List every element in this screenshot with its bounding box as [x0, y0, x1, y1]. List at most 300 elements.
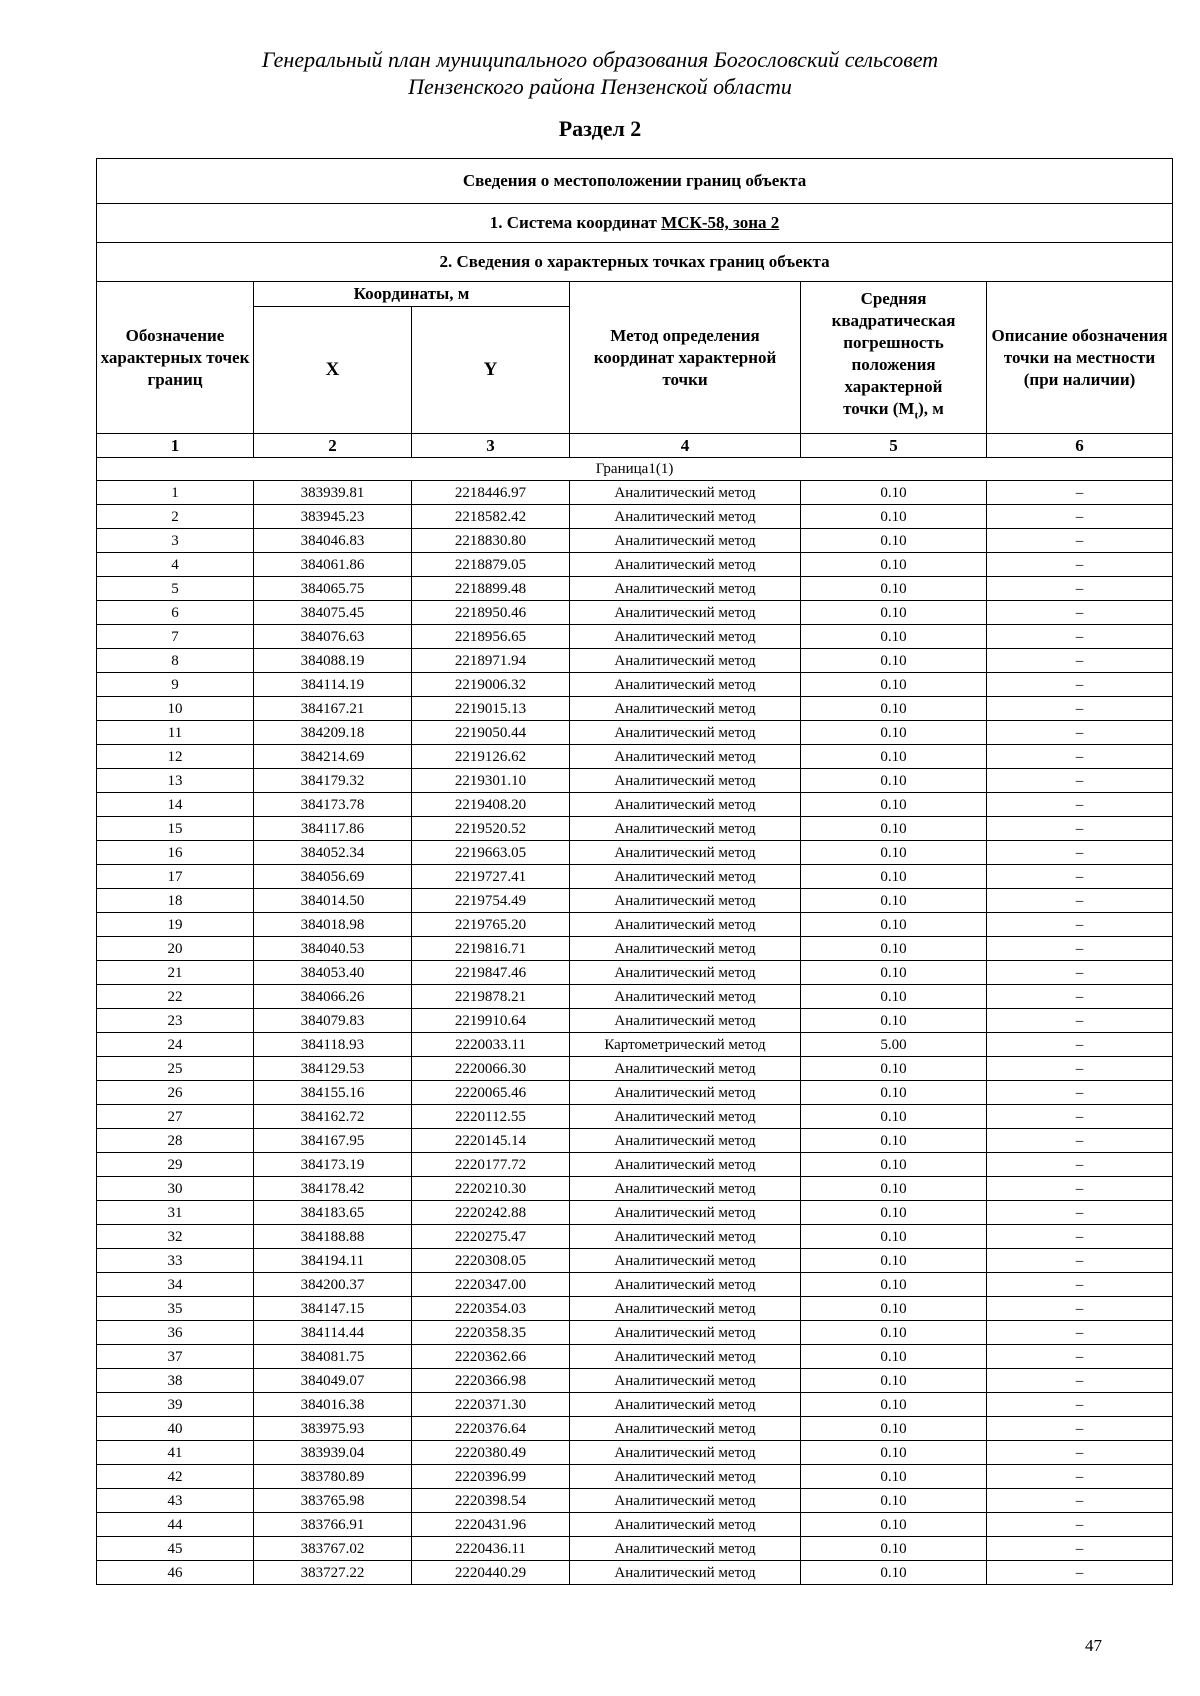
error-value-cell: 0.10 [801, 1009, 987, 1033]
point-number-cell: 4 [97, 553, 254, 577]
description-cell: – [987, 1489, 1173, 1513]
coord-x-cell: 384088.19 [254, 649, 412, 673]
table-row [97, 577, 1173, 601]
coord-y-cell: 2219408.20 [412, 793, 570, 817]
point-number-cell: 43 [97, 1489, 254, 1513]
coord-y-cell: 2219006.32 [412, 673, 570, 697]
point-number-cell: 30 [97, 1177, 254, 1201]
method-cell: Аналитический метод [570, 817, 801, 841]
description-cell: – [987, 1081, 1173, 1105]
table-row [97, 1273, 1173, 1297]
description-cell: – [987, 817, 1173, 841]
coord-x-cell: 384173.78 [254, 793, 412, 817]
coord-y-cell: 2218971.94 [412, 649, 570, 673]
error-value-cell: 0.10 [801, 625, 987, 649]
coord-x-cell: 384075.45 [254, 601, 412, 625]
method-cell: Аналитический метод [570, 745, 801, 769]
coord-x-cell: 384167.95 [254, 1129, 412, 1153]
error-value-cell: 0.10 [801, 889, 987, 913]
description-cell: – [987, 1177, 1173, 1201]
coord-y-cell: 2220376.64 [412, 1417, 570, 1441]
method-cell: Аналитический метод [570, 1417, 801, 1441]
method-cell: Аналитический метод [570, 1057, 801, 1081]
description-cell: – [987, 1273, 1173, 1297]
table-row [97, 985, 1173, 1009]
point-number-cell: 24 [97, 1033, 254, 1057]
description-cell: – [987, 577, 1173, 601]
coord-y-cell: 2218956.65 [412, 625, 570, 649]
error-value-cell: 0.10 [801, 817, 987, 841]
column-number-row [97, 434, 1173, 458]
col-header-y: Y [412, 307, 570, 434]
method-cell: Аналитический метод [570, 1561, 801, 1585]
table-row [97, 649, 1173, 673]
coord-y-cell: 2219301.10 [412, 769, 570, 793]
point-number-cell: 25 [97, 1057, 254, 1081]
error-value-cell: 0.10 [801, 793, 987, 817]
description-cell: – [987, 1297, 1173, 1321]
error-value-cell: 0.10 [801, 1537, 987, 1561]
coord-x-cell: 384155.16 [254, 1081, 412, 1105]
error-value-cell: 0.10 [801, 1321, 987, 1345]
description-cell: – [987, 529, 1173, 553]
method-cell: Аналитический метод [570, 1081, 801, 1105]
description-cell: – [987, 841, 1173, 865]
description-cell: – [987, 1033, 1173, 1057]
description-cell: – [987, 721, 1173, 745]
point-number-cell: 3 [97, 529, 254, 553]
coord-y-cell: 2220371.30 [412, 1393, 570, 1417]
point-number-cell: 26 [97, 1081, 254, 1105]
error-value-cell: 0.10 [801, 697, 987, 721]
table-row [97, 1441, 1173, 1465]
method-cell: Аналитический метод [570, 1393, 801, 1417]
description-cell: – [987, 625, 1173, 649]
coord-x-cell: 383780.89 [254, 1465, 412, 1489]
coord-x-cell: 384079.83 [254, 1009, 412, 1033]
table-row [97, 721, 1173, 745]
coord-x-cell: 384178.42 [254, 1177, 412, 1201]
description-cell: – [987, 1129, 1173, 1153]
error-value-cell: 0.10 [801, 1465, 987, 1489]
description-cell: – [987, 1561, 1173, 1585]
coord-y-cell: 2219878.21 [412, 985, 570, 1009]
method-cell: Аналитический метод [570, 529, 801, 553]
coord-x-cell: 383975.93 [254, 1417, 412, 1441]
coord-x-cell: 384167.21 [254, 697, 412, 721]
table-row [97, 529, 1173, 553]
point-number-cell: 2 [97, 505, 254, 529]
error-value-cell: 0.10 [801, 1345, 987, 1369]
coord-x-cell: 384081.75 [254, 1345, 412, 1369]
coord-x-cell: 384040.53 [254, 937, 412, 961]
point-number-cell: 37 [97, 1345, 254, 1369]
column-number: 3 [412, 434, 570, 458]
method-cell: Аналитический метод [570, 841, 801, 865]
coord-x-cell: 384183.65 [254, 1201, 412, 1225]
method-cell: Аналитический метод [570, 937, 801, 961]
description-cell: – [987, 1201, 1173, 1225]
table-row [97, 1561, 1173, 1585]
error-value-cell: 0.10 [801, 601, 987, 625]
point-number-cell: 34 [97, 1273, 254, 1297]
table-row [97, 865, 1173, 889]
point-number-cell: 15 [97, 817, 254, 841]
point-number-cell: 9 [97, 673, 254, 697]
group-label: Граница1(1) [97, 458, 1173, 481]
table-row [97, 913, 1173, 937]
method-cell: Аналитический метод [570, 601, 801, 625]
point-number-cell: 45 [97, 1537, 254, 1561]
point-number-cell: 32 [97, 1225, 254, 1249]
method-cell: Аналитический метод [570, 1369, 801, 1393]
method-cell: Аналитический метод [570, 1465, 801, 1489]
method-cell: Аналитический метод [570, 1177, 801, 1201]
method-cell: Аналитический метод [570, 793, 801, 817]
col-header-error: Средняя квадратическая погрешность положения характерной точки $(M_t)$, м [801, 282, 987, 434]
coord-y-cell: 2218446.97 [412, 481, 570, 505]
coord-system-row [97, 204, 1173, 243]
error-value-cell: 0.10 [801, 1513, 987, 1537]
coord-y-cell: 2220065.46 [412, 1081, 570, 1105]
table-row [97, 1393, 1173, 1417]
error-value-cell: 0.10 [801, 1273, 987, 1297]
coord-x-cell: 383765.98 [254, 1489, 412, 1513]
coord-y-cell: 2219727.41 [412, 865, 570, 889]
method-cell: Аналитический метод [570, 1129, 801, 1153]
coord-y-cell: 2220308.05 [412, 1249, 570, 1273]
error-value-cell: 0.10 [801, 841, 987, 865]
coord-x-cell: 384114.44 [254, 1321, 412, 1345]
coord-x-cell: 383939.04 [254, 1441, 412, 1465]
col-header-x: X [254, 307, 412, 434]
method-cell: Аналитический метод [570, 625, 801, 649]
coord-x-cell: 384014.50 [254, 889, 412, 913]
coord-y-cell: 2220362.66 [412, 1345, 570, 1369]
description-cell: – [987, 553, 1173, 577]
point-number-cell: 40 [97, 1417, 254, 1441]
coord-y-cell: 2220275.47 [412, 1225, 570, 1249]
column-number: 1 [97, 434, 254, 458]
error-value-cell: 0.10 [801, 1129, 987, 1153]
coord-y-cell: 2220366.98 [412, 1369, 570, 1393]
error-value-cell: 0.10 [801, 577, 987, 601]
table-row [97, 1249, 1173, 1273]
point-number-cell: 21 [97, 961, 254, 985]
description-cell: – [987, 1537, 1173, 1561]
point-number-cell: 11 [97, 721, 254, 745]
table-row [97, 1417, 1173, 1441]
point-number-cell: 6 [97, 601, 254, 625]
coord-y-cell: 2220242.88 [412, 1201, 570, 1225]
description-cell: – [987, 769, 1173, 793]
error-value-cell: 0.10 [801, 1297, 987, 1321]
coord-x-cell: 384209.18 [254, 721, 412, 745]
error-value-cell: 0.10 [801, 769, 987, 793]
error-value-cell: 0.10 [801, 721, 987, 745]
coord-x-cell: 384194.11 [254, 1249, 412, 1273]
table-row [97, 1345, 1173, 1369]
coord-y-cell: 2219050.44 [412, 721, 570, 745]
description-cell: – [987, 1009, 1173, 1033]
error-value-cell: 0.10 [801, 913, 987, 937]
coord-x-cell: 384114.19 [254, 673, 412, 697]
error-value-cell: 0.10 [801, 1081, 987, 1105]
point-number-cell: 19 [97, 913, 254, 937]
coord-x-cell: 384053.40 [254, 961, 412, 985]
coord-y-cell: 2218950.46 [412, 601, 570, 625]
table-title: Сведения о местоположении границ объекта [97, 159, 1173, 204]
error-value-cell: 0.10 [801, 1417, 987, 1441]
error-value-cell: 0.10 [801, 1177, 987, 1201]
table-title-row [97, 159, 1173, 204]
coord-y-cell: 2220440.29 [412, 1561, 570, 1585]
table-row [97, 553, 1173, 577]
point-number-cell: 28 [97, 1129, 254, 1153]
error-value-cell: 0.10 [801, 481, 987, 505]
error-value-cell: 0.10 [801, 985, 987, 1009]
error-value-cell: 0.10 [801, 1369, 987, 1393]
column-number: 4 [570, 434, 801, 458]
description-cell: – [987, 865, 1173, 889]
method-cell: Аналитический метод [570, 649, 801, 673]
coord-y-cell: 2220210.30 [412, 1177, 570, 1201]
coord-y-cell: 2219663.05 [412, 841, 570, 865]
table-row [97, 841, 1173, 865]
method-cell: Аналитический метод [570, 577, 801, 601]
error-value-cell: 0.10 [801, 1225, 987, 1249]
description-cell: – [987, 1441, 1173, 1465]
table-row [97, 1129, 1173, 1153]
error-value-cell: 0.10 [801, 1105, 987, 1129]
coord-y-cell: 2220436.11 [412, 1537, 570, 1561]
method-cell: Аналитический метод [570, 1273, 801, 1297]
coord-y-cell: 2220033.11 [412, 1033, 570, 1057]
error-value-cell: 0.10 [801, 1489, 987, 1513]
coord-y-cell: 2219847.46 [412, 961, 570, 985]
description-cell: – [987, 1321, 1173, 1345]
column-number: 2 [254, 434, 412, 458]
coord-x-cell: 384118.93 [254, 1033, 412, 1057]
table-row [97, 1177, 1173, 1201]
coord-x-cell: 384061.86 [254, 553, 412, 577]
description-cell: – [987, 1513, 1173, 1537]
table-row [97, 1321, 1173, 1345]
description-cell: – [987, 1417, 1173, 1441]
table-row [97, 1201, 1173, 1225]
point-number-cell: 31 [97, 1201, 254, 1225]
coord-x-cell: 384052.34 [254, 841, 412, 865]
point-number-cell: 18 [97, 889, 254, 913]
description-cell: – [987, 1393, 1173, 1417]
point-number-cell: 29 [97, 1153, 254, 1177]
header-row-top [97, 282, 1173, 307]
coord-y-cell: 2220380.49 [412, 1441, 570, 1465]
error-value-cell: 0.10 [801, 529, 987, 553]
description-cell: – [987, 745, 1173, 769]
method-cell: Аналитический метод [570, 889, 801, 913]
method-cell: Аналитический метод [570, 697, 801, 721]
point-number-cell: 46 [97, 1561, 254, 1585]
point-number-cell: 20 [97, 937, 254, 961]
method-cell: Аналитический метод [570, 1513, 801, 1537]
error-value-cell: 0.10 [801, 1393, 987, 1417]
description-cell: – [987, 1057, 1173, 1081]
method-cell: Аналитический метод [570, 913, 801, 937]
method-cell: Аналитический метод [570, 1345, 801, 1369]
coord-x-cell: 384200.37 [254, 1273, 412, 1297]
point-number-cell: 39 [97, 1393, 254, 1417]
point-number-cell: 8 [97, 649, 254, 673]
page-number: 47 [1085, 1636, 1102, 1655]
description-cell: – [987, 481, 1173, 505]
points-info-row [97, 243, 1173, 282]
table-row [97, 1369, 1173, 1393]
coord-x-cell: 384117.86 [254, 817, 412, 841]
coord-system-value: МСК-58, зона 2 [661, 213, 780, 232]
coord-x-cell: 384129.53 [254, 1057, 412, 1081]
coord-y-cell: 2220112.55 [412, 1105, 570, 1129]
table-row [97, 1465, 1173, 1489]
description-cell: – [987, 649, 1173, 673]
table-row [97, 817, 1173, 841]
point-number-cell: 10 [97, 697, 254, 721]
point-number-cell: 5 [97, 577, 254, 601]
point-number-cell: 13 [97, 769, 254, 793]
col-header-method: Метод определения координат характерной точки [570, 282, 801, 434]
point-number-cell: 41 [97, 1441, 254, 1465]
method-cell: Аналитический метод [570, 1153, 801, 1177]
point-number-cell: 36 [97, 1321, 254, 1345]
description-cell: – [987, 601, 1173, 625]
coord-y-cell: 2218830.80 [412, 529, 570, 553]
description-cell: – [987, 1249, 1173, 1273]
document-header [0, 46, 1200, 100]
table-row [97, 697, 1173, 721]
table-row [97, 673, 1173, 697]
table-row [97, 1153, 1173, 1177]
description-cell: – [987, 961, 1173, 985]
error-value-cell: 0.10 [801, 1249, 987, 1273]
point-number-cell: 23 [97, 1009, 254, 1033]
error-value-cell: 5.00 [801, 1033, 987, 1057]
table-row [97, 601, 1173, 625]
coord-x-cell: 384173.19 [254, 1153, 412, 1177]
description-cell: – [987, 505, 1173, 529]
coord-y-cell: 2219910.64 [412, 1009, 570, 1033]
col-header-coords: Координаты, м [254, 282, 570, 307]
error-value-cell: 0.10 [801, 865, 987, 889]
point-number-cell: 17 [97, 865, 254, 889]
point-number-cell: 35 [97, 1297, 254, 1321]
error-value-cell: 0.10 [801, 961, 987, 985]
coord-y-cell: 2218879.05 [412, 553, 570, 577]
table-row [97, 625, 1173, 649]
method-cell: Аналитический метод [570, 481, 801, 505]
method-cell: Аналитический метод [570, 1249, 801, 1273]
table-row [97, 505, 1173, 529]
coord-x-cell: 384049.07 [254, 1369, 412, 1393]
coord-y-cell: 2220431.96 [412, 1513, 570, 1537]
error-value-cell: 0.10 [801, 1057, 987, 1081]
coord-x-cell: 384188.88 [254, 1225, 412, 1249]
error-value-cell: 0.10 [801, 1201, 987, 1225]
table-row [97, 1513, 1173, 1537]
coord-x-cell: 384076.63 [254, 625, 412, 649]
coord-x-cell: 384066.26 [254, 985, 412, 1009]
point-number-cell: 42 [97, 1465, 254, 1489]
col-header-description: Описание обозначения точки на местности (при наличии) [987, 282, 1173, 434]
method-cell: Аналитический метод [570, 553, 801, 577]
coord-y-cell: 2220396.99 [412, 1465, 570, 1489]
coord-y-cell: 2220177.72 [412, 1153, 570, 1177]
error-value-cell: 0.10 [801, 1441, 987, 1465]
coord-y-cell: 2219015.13 [412, 697, 570, 721]
points-info-label: 2. Сведения о характерных точках границ объекта [97, 243, 1173, 282]
method-cell: Аналитический метод [570, 1321, 801, 1345]
coord-x-cell: 383767.02 [254, 1537, 412, 1561]
error-value-cell: 0.10 [801, 1561, 987, 1585]
header-line-2: Пензенского района Пензенской области [408, 74, 792, 99]
method-cell: Аналитический метод [570, 865, 801, 889]
coord-y-cell: 2220347.00 [412, 1273, 570, 1297]
point-number-cell: 12 [97, 745, 254, 769]
table-row [97, 961, 1173, 985]
point-number-cell: 14 [97, 793, 254, 817]
error-value-cell: 0.10 [801, 505, 987, 529]
coord-x-cell: 384147.15 [254, 1297, 412, 1321]
col-header-designation: Обозначение характерных точек границ [97, 282, 254, 434]
error-value-cell: 0.10 [801, 553, 987, 577]
table-row [97, 745, 1173, 769]
coord-x-cell: 383727.22 [254, 1561, 412, 1585]
coord-x-cell: 384056.69 [254, 865, 412, 889]
table-row [97, 1057, 1173, 1081]
coord-x-cell: 383766.91 [254, 1513, 412, 1537]
group-row [97, 458, 1173, 481]
point-number-cell: 7 [97, 625, 254, 649]
coord-y-cell: 2218899.48 [412, 577, 570, 601]
table-row [97, 1225, 1173, 1249]
table-row [97, 1537, 1173, 1561]
coord-y-cell: 2219520.52 [412, 817, 570, 841]
point-number-cell: 1 [97, 481, 254, 505]
method-cell: Аналитический метод [570, 1105, 801, 1129]
coord-x-cell: 384214.69 [254, 745, 412, 769]
coord-y-cell: 2219765.20 [412, 913, 570, 937]
coord-y-cell: 2219126.62 [412, 745, 570, 769]
description-cell: – [987, 1369, 1173, 1393]
coord-y-cell: 2220354.03 [412, 1297, 570, 1321]
method-cell: Аналитический метод [570, 1441, 801, 1465]
table-row [97, 481, 1173, 505]
method-cell: Аналитический метод [570, 985, 801, 1009]
method-cell: Аналитический метод [570, 1225, 801, 1249]
section-title: Раздел 2 [558, 116, 642, 141]
coord-system-cell [97, 204, 1173, 243]
description-cell: – [987, 1465, 1173, 1489]
method-cell: Аналитический метод [570, 1489, 801, 1513]
point-number-cell: 27 [97, 1105, 254, 1129]
method-cell: Аналитический метод [570, 1537, 801, 1561]
table-row [97, 1033, 1173, 1057]
coord-x-cell: 384065.75 [254, 577, 412, 601]
error-value-cell: 0.10 [801, 745, 987, 769]
table-row [97, 889, 1173, 913]
method-cell: Аналитический метод [570, 961, 801, 985]
error-value-cell: 0.10 [801, 937, 987, 961]
table-row [97, 937, 1173, 961]
